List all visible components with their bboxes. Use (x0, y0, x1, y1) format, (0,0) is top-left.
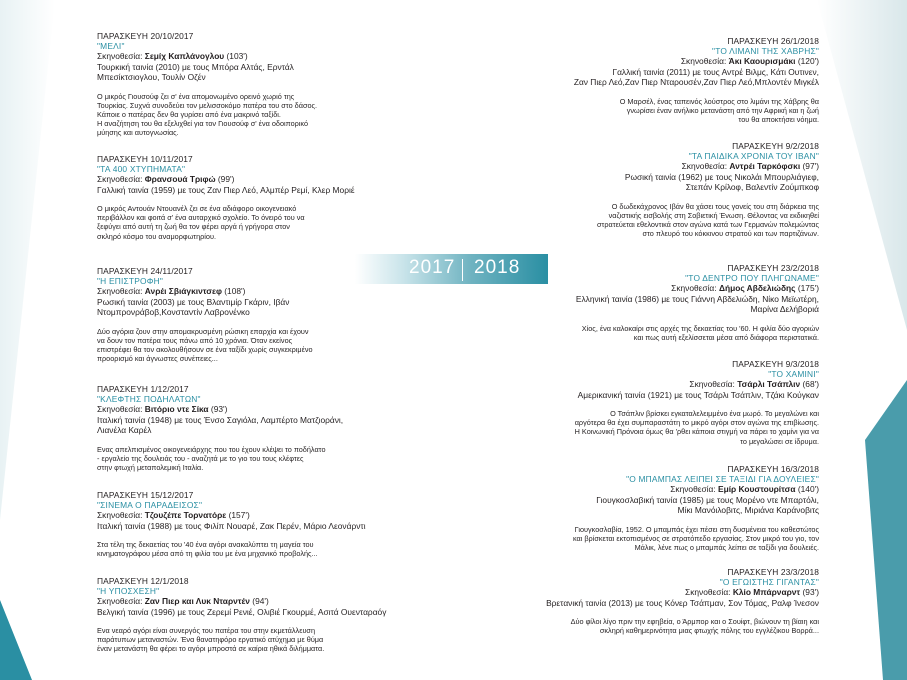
screening-date: ΠΑΡΑΣΚΕΥΗ 12/1/2018 (97, 576, 189, 586)
film-info: Ελληνική ταινία (1986) με τους Γιάννη Αβδελιώδη, Νίκο Μεϊωτέρη, (575, 293, 819, 304)
film-info: Μίκι Μανόιλοβιτς, Μιριάνα Καράνοβιτς (677, 505, 819, 515)
film-description: Ενα νεαρό αγόρι είναι συνεργός του πατέρα του στην εκμετάλλευση παράτυπων μεταναστών. Ένα θανατηφόρο εργατικό ατύχημα με θύμα έναν μετανάστη θα φέρει το αγόρι μπροστά σε καίρια ηθικά διλήμματα. (97, 626, 325, 654)
director-line: Σκηνοθεσία: Κλίο Μπάρναρντ (93') (685, 587, 819, 597)
director-name: Δήμος Αβδελιώδης (718, 283, 796, 293)
film-title: "Η ΕΠΙΣΤΡΟΦΗ" (97, 276, 164, 286)
director-line: Σκηνοθεσία: Εμίρ Κουστουρίτσα (140') (670, 484, 819, 494)
year-2017: 2017 (409, 257, 456, 278)
screening-date: ΠΑΡΑΣΚΕΥΗ 1/12/2017 (97, 384, 189, 394)
director-name: Τσάρλι Τσάπλιν (737, 379, 801, 389)
film-entry (465, 359, 819, 446)
film-info: Λιανέλα Καρέλ (97, 425, 152, 435)
film-entry (465, 464, 819, 552)
film-info: Βελγική ταινία (1996) με τους Ζερεμί Ρενιέ, Ολιβιέ Γκουρμέ, Ασιτά Ουενταραόγ (97, 606, 387, 617)
director-name: Φρανσουά Τριφώ (144, 174, 216, 184)
film-info: Αμερικανική ταινία (1921) με τους Τσάρλι Τσάπλιν, Τζάκι Κούγκαν (577, 389, 819, 400)
film-info: Ιταλική ταινία (1948) με τους Ένσο Σαγιόλα, Λαμπέρτο Ματζιοράνι, (97, 414, 344, 425)
director-name: Τζουζέπε Τορνατόρε (144, 510, 227, 520)
film-description: Ο μικρός Γιουσούφ ζει σ' ένα απομονωμένο ορεινό χωριό της Τουρκίας. Συχνά συνοδεύει τον μελισσοκόμο πατέρα του στο δάσος. Κάποιε ο πατέρας δεν θα γυρίσει από ένα μακρινό ταξίδι. Η αναζήτηση του θα εξελιχθεί για τον Γιουσούφ σ' ένα οδοιπορικό μύησης και αυτογνωσίας. (97, 91, 318, 138)
film-info: Ιταλική ταινία (1988) με τους Φιλίπ Νουαρέ, Ζακ Περέν, Μάριο Λεονάρντι (97, 520, 366, 531)
director-line: Σκηνοθεσία: Άκι Καουρισμάκι (120') (680, 56, 819, 66)
film-info: Ντομπρονράβοβ,Κονσταντίν Λαβρονένκο (97, 307, 250, 317)
screening-date: ΠΑΡΑΣΚΕΥΗ 26/1/2018 (727, 36, 819, 46)
director-line: Σκηνοθεσία: Σεμίχ Καπλάνογλου (103') (97, 51, 248, 61)
film-info: Στεπάν Κρίλοφ, Βαλεντίν Ζούμπκοφ (685, 182, 819, 192)
film-title: "ΣΙΝΕΜΑ Ο ΠΑΡΑΔΕΙΣΟΣ" (97, 500, 203, 510)
director-line: Σκηνοθεσία: Τζουζέπε Τορνατόρε (157') (97, 510, 250, 520)
film-title: "ΤΟ ΛΙΜΑΝΙ ΤΗΣ ΧΑΒΡΗΣ" (712, 46, 819, 56)
screening-date: ΠΑΡΑΣΚΕΥΗ 9/2/2018 (732, 141, 819, 151)
director-name: Σεμίχ Καπλάνογλου (144, 51, 225, 61)
film-title: "ΚΛΕΦΤΗΣ ΠΟΔΗΛΑΤΩΝ" (97, 394, 201, 404)
director-line: Σκηνοθεσία: Ανρέι Σβιάγκιντσεφ (108') (97, 286, 246, 296)
director-name: Αντρέι Ταρκόφσκι (729, 161, 801, 171)
film-title: "ΤΑ 400 ΧΤΥΠΗΜΑΤΑ" (97, 164, 186, 174)
film-title: "Ο ΜΠΑΜΠΑΣ ΛΕΙΠΕΙ ΣΕ ΤΑΞΙΔΙ ΓΙΑ ΔΟΥΛΕΙΕΣ" (626, 474, 819, 484)
film-entry (97, 31, 417, 138)
year-separator (462, 259, 463, 281)
director-line: Σκηνοθεσία: Αντρέι Ταρκόφσκι (97') (681, 161, 819, 171)
film-description: Χίος, ένα καλοκαίρι στις αρχές της δεκαετίας του '60. Η φιλία δύο αγοριών και πως αυτή εξελίσσεται μέσα από διάφορα περιστατικά. (581, 323, 819, 342)
film-description: Δύο φίλοι λίγο πριν την εφηβεία, ο Άρμπορ και ο Σουίφτ, βιώνουν τη βίαιη και σκληρή καθημερινότητα μιας φτωχής πόλης του εγγλέζικου Βορρά... (570, 617, 819, 636)
director-line: Σκηνοθεσία: Τσάρλι Τσάπλιν (68') (689, 379, 819, 389)
film-info: Ρωσική ταινία (1962) με τους Νικολάι Μπουρλιάγιεφ, (624, 171, 819, 182)
director-name: Κλίο Μπάρναρντ (732, 587, 801, 597)
film-entry (465, 141, 819, 238)
film-title: "Ο ΕΓΩΙΣΤΗΣ ΓΙΓΑΝΤΑΣ" (719, 577, 819, 587)
film-description: Ο Τσάπλιν βρίσκει εγκαταλελειμμένο ένα μωρό. Το μεγαλώνει και αργότερα θα έχει συμπαραστάτη το μικρό αγόρι στον αγώνα της επιβίωσης. Η Κοινωνική Πρόνοια όμως θα 'ρθει κάποια στιγμή να πάρει το χαμίνι για να το μεγαλώσει σε ίδρυμα. (574, 409, 819, 446)
screening-date: ΠΑΡΑΣΚΕΥΗ 23/3/2018 (727, 567, 819, 577)
screening-date: ΠΑΡΑΣΚΕΥΗ 9/3/2018 (732, 359, 819, 369)
film-entry (97, 154, 417, 241)
film-info: Γαλλική ταινία (1959) με τους Ζαν Πιερ Λεό, Αλμπέρ Ρεμί, Κλερ Μοριέ (97, 184, 355, 195)
director-name: Βιτόριο ντε Σίκα (144, 404, 209, 414)
film-info: Ρωσική ταινία (2003) με τους Βλαντιμίρ Γκάριν, Ιβάν (97, 296, 290, 307)
screening-date: ΠΑΡΑΣΚΕΥΗ 20/10/2017 (97, 31, 194, 41)
film-entry (97, 490, 417, 558)
film-info: Γαλλική ταινία (2011) με τους Αντρέ Βιλμς, Κάτι Ουτινεν, (612, 66, 819, 77)
left-decorative-shape (0, 0, 80, 680)
screening-date: ΠΑΡΑΣΚΕΥΗ 23/2/2018 (727, 263, 819, 273)
director-line: Σκηνοθεσία: Ζαν Πιερ και Λυκ Νταρντέν (94') (97, 596, 269, 606)
director-name: Εμίρ Κουστουρίτσα (718, 484, 796, 494)
film-info: Μπεσίκτσιογλου, Τουλίν Οζέν (97, 72, 206, 82)
director-name: Ζαν Πιερ και Λυκ Νταρντέν (144, 596, 250, 606)
director-line: Σκηνοθεσία: Φρανσουά Τριφώ (99') (97, 174, 235, 184)
film-info: Ζαν Πιερ Λεό,Ζαν Πιερ Νταρουσέν,Ζαν Πιερ Λεό,Μπλοντέν Μιγκέλ (573, 77, 819, 87)
screening-date: ΠΑΡΑΣΚΕΥΗ 16/3/2018 (727, 464, 819, 474)
film-description: Δύο αγόρια ζουν στην απομακρυσμένη ρώσικη επαρχία και έχουν να δουν τον πατέρα τους πάνω από 10 χρόνια. Όταν εκείνος επιστρέφει θα τον ακολουθήσουν σε ένα ταξίδι χωρίς συγκεκριμένο προορισμό και άγνωστες συνέπειες... (97, 326, 313, 364)
film-entry (465, 567, 819, 635)
director-line: Σκηνοθεσία: Βιτόριο ντε Σίκα (93') (97, 404, 228, 414)
year-2018: 2018 (474, 257, 521, 278)
film-description: Ενας απελπισμένος οικογενειάρχης που του έχουν κλέψει το ποδήλατο - εργαλείο της δουλειάς του - αναζητά με το γιο του τους κλέφτες στην φτωχή μεταπολεμική Ιταλία. (97, 444, 326, 472)
screening-date: ΠΑΡΑΣΚΕΥΗ 15/12/2017 (97, 490, 194, 500)
film-description: Ο Μαρσέλ, ένας ταπεινός λούστρος στο λιμάνι της Χάβρης θα γνωρίσει έναν ανήλικο μετανάστη από την Αφρική και η ζωή του θα αποκτήσει νόημα. (619, 96, 819, 124)
film-title: "Η ΥΠΟΣΧΕΣΗ" (97, 586, 160, 596)
director-name: Άκι Καουρισμάκι (728, 56, 796, 66)
film-entry (97, 384, 417, 472)
film-info: Μαρίνα Δελήβοριά (750, 304, 819, 314)
film-info: Βρετανική ταινία (2013) με τους Κόνερ Τσάπμαν, Σον Τόμας, Ραλφ Ίνεσον (546, 597, 819, 608)
film-title: "ΤΟ ΔΕΝΤΡΟ ΠΟΥ ΠΛΗΓΩΝΑΜΕ" (685, 273, 819, 283)
film-description: Ο μικρός Αντουάν Ντουανέλ ζει σε ένα αδιάφορο οικογενειακό περιβάλλον και φοιτά σ' ένα αυταρχικό σχολείο. Το όνειρό του να ξεφύγει από αυτή τη ζωή θα τον φέρει αργά ή γρήγορα στον σκληρό κόσμο του αναμορφωτηρίου. (97, 204, 305, 241)
film-title: "ΜΕΛΙ" (97, 41, 125, 51)
film-entry (97, 266, 417, 363)
film-title: "ΤΟ ΧΑΜΙΝΙ" (768, 369, 819, 379)
film-entry (97, 576, 417, 654)
film-info: Τουρκική ταινία (2010) με τους Μπόρα Αλτάς, Ερντάλ (97, 61, 294, 72)
film-entry (465, 263, 819, 342)
film-description: Ο δωδεκάχρονος Ιβάν θα χάσει τους γονείς του στη διάρκεια της ναζιστικής εισβολής στη Σοβιετική Ένωση. Θέλοντας να εκδικηθεί στρατεύεται εθελοντικά στον αγώνα κατά των Γερμανών πολεμώντας στο πλευρό του κόκκινου στρατού και των παρτιζάνων. (596, 201, 819, 239)
film-info: Γιουγκοσλαβική ταινία (1985) με τους Μορένο ντε Μπαρτόλι, (596, 494, 819, 505)
film-description: Γιουγκοσλαβία, 1952. Ο μπαμπάς έχει πέσει στη δυσμένεια του καθεστώτος και βρίσκεται εκτοπισμένος σε στρατόπεδο εργασίας. Στον μικρό του γιο, τον Μάλικ, λένε πως ο μπαμπάς λείπει σε ταξίδι για δουλειές. (572, 524, 819, 552)
screening-date: ΠΑΡΑΣΚΕΥΗ 24/11/2017 (97, 266, 193, 276)
film-description: Στα τέλη της δεκαετίας του '40 ένα αγόρι ανακαλύπτει τη μαγεία του κινηματογράφου μέσα από τη φιλία του με ένα μηχανικό προβολής... (97, 540, 318, 559)
director-line: Σκηνοθεσία: Δήμος Αβδελιώδης (175') (671, 283, 819, 293)
film-title: "ΤΑ ΠΑΙΔΙΚΑ ΧΡΟΝΙΑ ΤΟΥ ΙΒΑΝ" (688, 151, 819, 161)
screening-date: ΠΑΡΑΣΚΕΥΗ 10/11/2017 (97, 154, 193, 164)
film-entry (465, 36, 819, 124)
director-name: Ανρέι Σβιάγκιντσεφ (144, 286, 222, 296)
